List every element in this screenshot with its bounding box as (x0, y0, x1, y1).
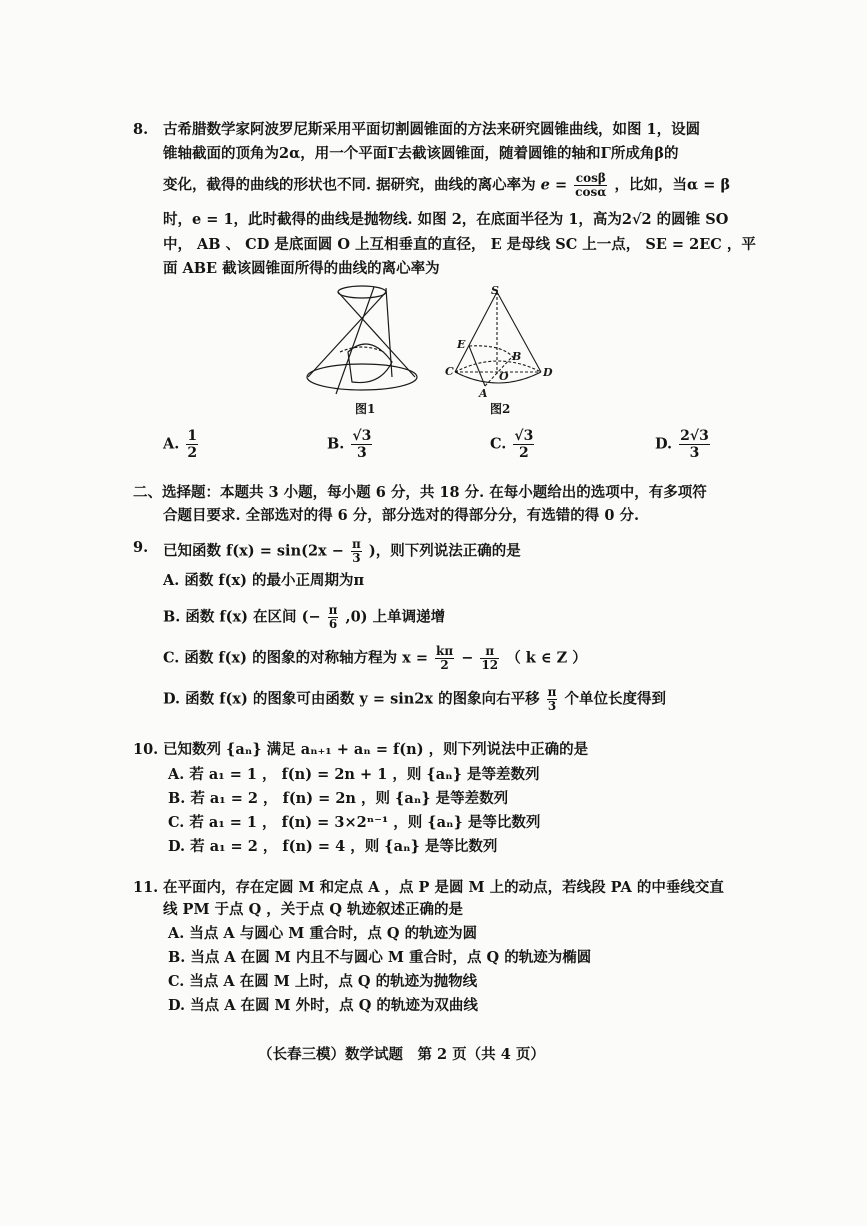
q9-option-b (163, 604, 445, 631)
q9-option-c-minus: − (461, 649, 474, 667)
q10-stem: 已知数列 {aₙ} 满足 aₙ₊₁ + aₙ = f(n) ，则下列说法中正确的是 (163, 741, 589, 758)
q8-option-c-num: √3 (514, 428, 534, 444)
q8-line-5: 中， AB 、 CD 是底面圆 O 上互相垂直的直径， E 是母线 SC 上一点， SE = 2EC ，平 (163, 236, 756, 253)
fig2-point-c: C (445, 365, 454, 378)
fig1-section-curve (348, 344, 392, 383)
q9-option-c-num1: kπ (436, 644, 454, 658)
figure-1-double-cone (300, 282, 430, 397)
q9-number: 9. (133, 539, 149, 556)
q8-option-b (327, 428, 374, 461)
q9-option-b-num: π (328, 603, 338, 617)
q8-option-d-num: 2√3 (680, 428, 709, 444)
q9-option-c-den1: 2 (440, 658, 449, 672)
q9-option-d-start: D. 函数 f(x) 的图象可由函数 y = sin2x 的图象向右平移 (163, 690, 540, 708)
q9-option-c-end: （ k ∈ Z ） (506, 649, 587, 667)
q9-option-b-den: 6 (328, 617, 338, 631)
q9-option-c-den2: 12 (481, 658, 499, 672)
q8-number: 8. (133, 121, 149, 138)
q9-option-c-fraction-1 (435, 645, 454, 672)
q8-option-a-num: 1 (187, 428, 198, 444)
q11-option-c: C. 当点 A 在圆 M 上时，点 Q 的轨迹为抛物线 (168, 973, 478, 990)
figure-2-label: 图2 (490, 402, 511, 416)
page-footer: （长春三模）数学试题 第 2 页（共 4 页） (258, 1046, 545, 1063)
q9-option-d-fraction (547, 686, 558, 713)
q8-eccentricity-fraction (574, 172, 607, 199)
q9-option-c (163, 645, 587, 672)
section-2-heading-line-2: 合题目要求. 全部选对的得 6 分，部分选对的得部分分，有选错的得 0 分. (163, 507, 640, 524)
q8-option-b-label: B. (327, 435, 345, 453)
q9-option-c-num2: π (480, 645, 499, 659)
q9-option-a: A. 函数 f(x) 的最小正周期为π (163, 572, 365, 589)
q8-option-b-den: 3 (356, 445, 367, 461)
q8-eccentricity-symbol: e = (540, 176, 568, 194)
q9-option-d-end: 个单位长度得到 (564, 690, 666, 708)
figure-2-cone (445, 282, 555, 400)
fig2-section-curve (469, 346, 515, 360)
q11-number: 11. (133, 879, 159, 896)
q11-option-a: A. 当点 A 与圆心 M 重合时，点 Q 的轨迹为圆 (168, 925, 478, 942)
q9-stem-end: )，则下列说法正确的是 (368, 542, 521, 560)
q11-option-b: B. 当点 A 在圆 M 内且不与圆心 M 重合时，点 Q 的轨迹为椭圆 (168, 949, 592, 966)
fig1-base-ellipse (307, 364, 417, 390)
q9-option-d-num: π (547, 685, 557, 699)
q8-line-4: 时，e = 1，此时截得的曲线是抛物线. 如图 2，在底面半径为 1，高为2√2 的圆锥 SO (163, 211, 729, 228)
q9-stem-num: π (351, 537, 361, 551)
fig2-point-e: E (457, 338, 466, 351)
fig2-base-back (455, 361, 541, 372)
q11-line-1: 在平面内，存在定圆 M 和定点 A ，点 P 是圆 M 上的动点，若线段 PA 的中垂线交直 (163, 879, 724, 896)
figure-1-label: 图1 (355, 402, 376, 416)
q8-option-d-fraction (679, 428, 710, 461)
q9-stem-start: 已知函数 f(x) = sin(2x − (163, 542, 344, 560)
q8-fraction-denominator: cosα (575, 185, 607, 199)
q11-option-d: D. 当点 A 在圆 M 外时，点 Q 的轨迹为双曲线 (168, 997, 478, 1014)
q10-option-c: C. 若 a₁ = 1 ， f(n) = 3×2ⁿ⁻¹ ，则 {aₙ} 是等比数列 (168, 814, 541, 831)
q9-option-b-end: ,0) 上单调递增 (345, 608, 446, 626)
q9-stem-fraction (351, 538, 362, 565)
q8-line-6: 面 ABE 截该圆锥面所得的曲线的离心率为 (163, 260, 440, 277)
q8-option-a (163, 428, 200, 461)
q8-option-b-fraction (351, 428, 372, 461)
fig2-point-d: D (543, 366, 553, 379)
q8-option-d-label: D. (655, 435, 673, 453)
section-2-heading-line-1: 二、选择题：本题共 3 小题，每小题 6 分，共 18 分. 在每小题给出的选项中，有多项符 (133, 484, 707, 501)
q10-number: 10. (133, 741, 159, 758)
fig2-base-front (455, 372, 541, 383)
q8-line-1: 古希腊数学家阿波罗尼斯采用平面切割圆锥面的方法来研究圆锥曲线，如图 1，设圆 (163, 121, 701, 138)
q10-option-b: B. 若 a₁ = 2 ， f(n) = 2n ，则 {aₙ} 是等差数列 (168, 790, 509, 807)
q9-option-c-start: C. 函数 f(x) 的图象的对称轴方程为 x = (163, 649, 428, 667)
q8-option-d (655, 428, 712, 461)
q8-line-3-tail: ，比如，当α = β (614, 176, 731, 194)
q8-option-c-fraction (513, 428, 534, 461)
q8-fraction-numerator: cosβ (575, 171, 606, 185)
q10-option-a: A. 若 a₁ = 1 ， f(n) = 2n + 1 ，则 {aₙ} 是等差数列 (168, 766, 540, 783)
fig2-point-a: A (479, 387, 488, 400)
fig2-point-b: B (512, 350, 522, 363)
q9-option-d-den: 3 (547, 699, 557, 713)
q8-option-b-num: √3 (352, 428, 372, 444)
q11-line-2: 线 PM 于点 Q ，关于点 Q 轨迹叙述正确的是 (163, 901, 464, 918)
fig2-point-o: O (499, 370, 509, 383)
q9-stem-den: 3 (352, 551, 361, 565)
q9-option-b-fraction (328, 604, 339, 631)
q8-line-3-text: 变化，截得的曲线的形状也不同. 据研究，曲线的离心率为 (163, 176, 536, 194)
q9-stem (163, 538, 521, 565)
q8-option-c-den: 2 (519, 445, 529, 461)
fig2-point-s: S (491, 284, 499, 297)
q10-option-d: D. 若 a₁ = 2 ， f(n) = 4 ，则 {aₙ} 是等比数列 (168, 838, 498, 855)
fig1-top-ellipse (338, 286, 386, 298)
q9-option-d (163, 686, 666, 713)
q9-option-c-fraction-2 (480, 645, 499, 672)
q8-line-3 (163, 172, 730, 199)
q8-line-2: 锥轴截面的顶角为2α，用一个平面Γ去截该圆锥面，随着圆锥的轴和Γ所成角β的 (163, 145, 679, 162)
q8-option-a-label: A. (163, 435, 180, 453)
q8-option-a-den: 2 (187, 445, 198, 461)
q8-option-c-label: C. (490, 435, 507, 453)
q8-option-a-fraction (186, 428, 198, 461)
q8-option-d-den: 3 (689, 445, 700, 461)
q9-option-b-start: B. 函数 f(x) 在区间 (− (163, 608, 321, 626)
fig2-generatrix-sc (455, 292, 497, 372)
q8-option-c (490, 428, 536, 461)
